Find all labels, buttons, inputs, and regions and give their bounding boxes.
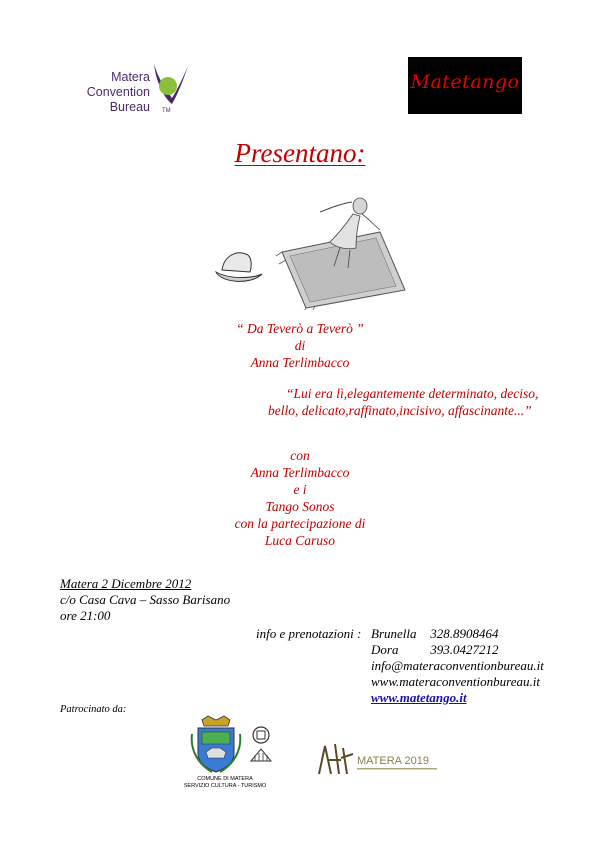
matera-2019-logo — [317, 740, 457, 780]
mcb-logo-text-3: Bureau — [109, 100, 150, 114]
mcb-logo-mark-icon — [150, 60, 190, 112]
mcb-logo-text-2: Convention — [86, 85, 150, 99]
show-author: Anna Terlimbacco — [250, 355, 350, 370]
contacts-block — [371, 626, 571, 706]
show-di: di — [294, 338, 306, 353]
quote-line-2: bello, delicato,raffinato,incisivo, affascinante...” — [268, 403, 532, 418]
website-link-1[interactable]: www.materaconventionbureau.it — [371, 674, 540, 689]
show-title-block — [180, 320, 420, 371]
contact-email[interactable]: info@materaconventionbureau.it — [371, 658, 544, 673]
matetango-logo-text: Matetango — [410, 71, 520, 93]
comune-caption — [160, 776, 290, 790]
cast-block — [180, 447, 420, 549]
sponsor-label: Patrocinato da: — [60, 704, 127, 715]
cast-e-i: e i — [293, 482, 307, 497]
contact-row-1 — [371, 626, 571, 642]
matetango-logo — [408, 57, 522, 114]
event-time: ore 21:00 — [60, 608, 111, 623]
contact-2-phone: 393.0427212 — [430, 642, 499, 657]
cast-participation: con la partecipazione di — [234, 516, 366, 531]
cast-performer: Anna Terlimbacco — [250, 465, 350, 480]
page-title: Presentano: — [234, 138, 366, 168]
cast-guest: Luca Caruso — [264, 533, 336, 548]
contact-2-name: Dora — [371, 642, 399, 657]
comune-line-2: SERVIZIO CULTURA - TURISMO — [183, 783, 267, 789]
cast-band: Tango Sonos — [265, 499, 335, 514]
matera-2019-text: MATERA 2019 — [357, 755, 429, 767]
contact-1-name: Brunella — [371, 626, 417, 641]
contact-row-2 — [371, 642, 571, 658]
info-label: info e prenotazioni : — [256, 626, 362, 641]
event-venue: c/o Casa Cava – Sasso Barisano — [60, 592, 231, 607]
event-details — [60, 576, 260, 624]
comune-line-1: COMUNE DI MATERA — [197, 776, 253, 782]
mcb-logo-text-1: Matera — [111, 70, 150, 84]
event-date: Matera 2 Dicembre 2012 — [60, 576, 192, 591]
unesco-logo-icon — [248, 725, 274, 765]
comune-di-matera-coat-of-arms-icon — [188, 714, 244, 776]
show-title: “ Da Teverò a Teverò ” — [236, 321, 364, 336]
quote-line-1: “Lui era lì,elegantemente determinato, deciso, — [286, 386, 539, 401]
contact-1-phone: 328.8908464 — [430, 626, 499, 641]
matera-convention-bureau-logo — [78, 60, 188, 122]
website-link-2[interactable]: www.matetango.it — [371, 690, 467, 705]
show-quote — [260, 385, 560, 419]
cast-con: con — [290, 448, 310, 463]
flying-carpet-illustration — [210, 190, 420, 310]
mcb-trademark: TM — [162, 108, 171, 114]
